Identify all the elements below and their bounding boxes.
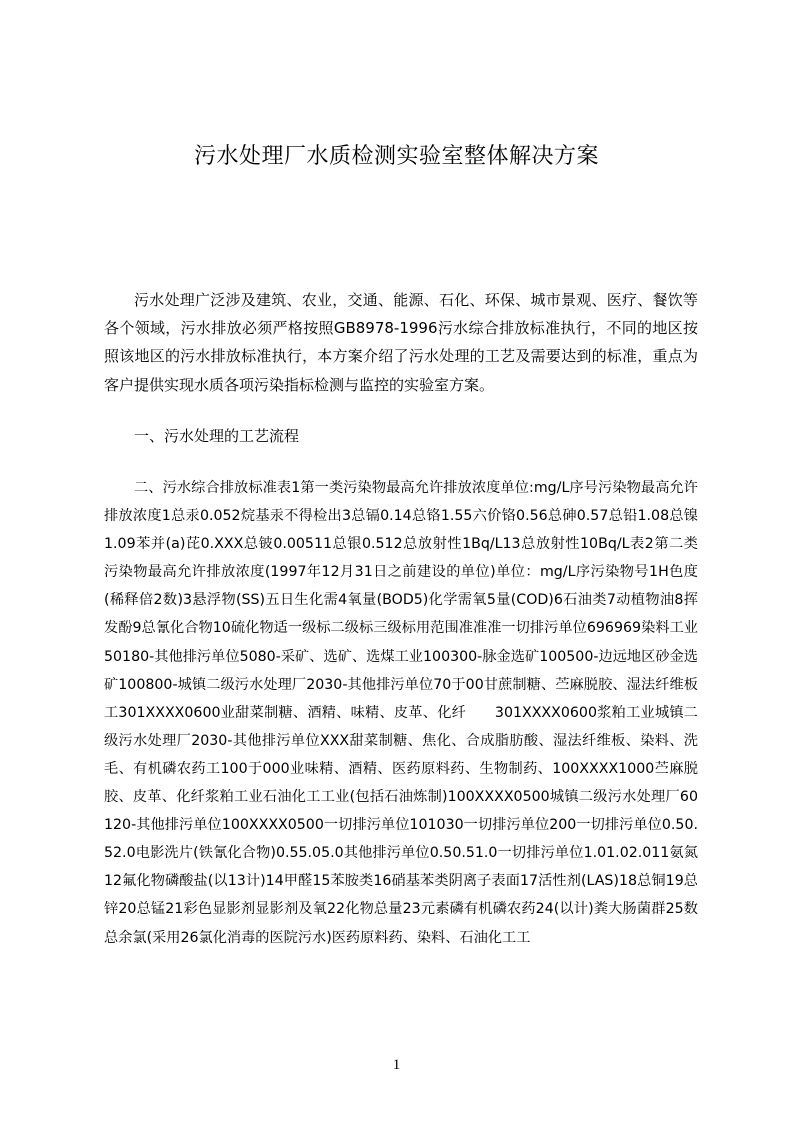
page-number: 1	[392, 1057, 401, 1073]
document-title: 污水处理厂水质检测实验室整体解决方案	[193, 144, 599, 169]
section-heading-process: 一、污水处理的工艺流程	[134, 427, 300, 445]
intro-paragraph: 污水处理广泛涉及建筑、农业，交通、能源、石化、环保、城市景观、医疗、餐饮等各个领域，污水排放必须严格按照GB8978-1996污水综合排放标准执行，不同的地区按照该地区的污水排放标准执行，本方案介绍了污水处理的工艺及需要达到的标准，重点为客户提供实现水质各项污染指标检测与监控的实验室方案。	[104, 291, 698, 394]
section-paragraph-standards: 二、污水综合排放标准表1第一类污染物最高允许排放浓度单位:mg/L序号污染物最高允许排放浓度1总汞0.052烷基汞不得检出3总镉0.14总铬1.55六价铬0.56总砷0.57总铅1.08总镍1.09苯并(a)芘0.XXX总铍0.00511总银0.512总放射性1Bq/L13总放射性10Bq/L表2第二类污染物最高允许排放浓度(1997年12月31日之前建设的单位)单位：mg/L序污染物号1H色度(稀释倍2数)3悬浮物(SS)五日生化需4氧量(BOD5)化学需氧5量(COD)6石油类7动植物油8挥发酚9总氰化合物10硫化物适一级标二级标三级标用范围准准准一切排污单位696969染料工业50180-其他排污单位5080-采矿、选矿、选煤工业100300-脉金选矿100500-边远地区砂金选矿100800-城镇二级污水处理厂2030-其他排污单位70于00甘蔗制糖、苎麻脱胶、湿法纤维板工301XXXX0600业甜菜制糖、酒精、味精、皮革、化纤 301XXXX0600浆粕工业城镇二级污水处理厂2030-其他排污单位XXX甜菜制糖、焦化、合成脂肪酸、湿法纤维板、染料、洗毛、有机磷农药工100于000业味精、酒精、医药原料药、生物制药、100XXXX1000苎麻脱胶、皮革、化纤浆粕工业石油化工工业(包括石油炼制)100XXXX0500城镇二级污水处理厂60120-其他排污单位100XXXX0500一切排污单位101030一切排污单位200一切排污单位0.50.52.0电影洗片(铁氰化合物)0.55.05.0其他排污单位0.50.51.0一切排污单位1.01.02.011氨氮12氟化物磷酸盐(以13计)14甲醛15苯胺类16硝基苯类阴离子表面17活性剂(LAS)18总铜19总锌20总锰21彩色显影剂显影剂及氧22化物总量23元素磷有机磷农药24(以计)粪大肠菌群25数总余氯(采用26氯化消毒的医院污水)医药原料药、染料、石油化工工	[104, 480, 698, 946]
